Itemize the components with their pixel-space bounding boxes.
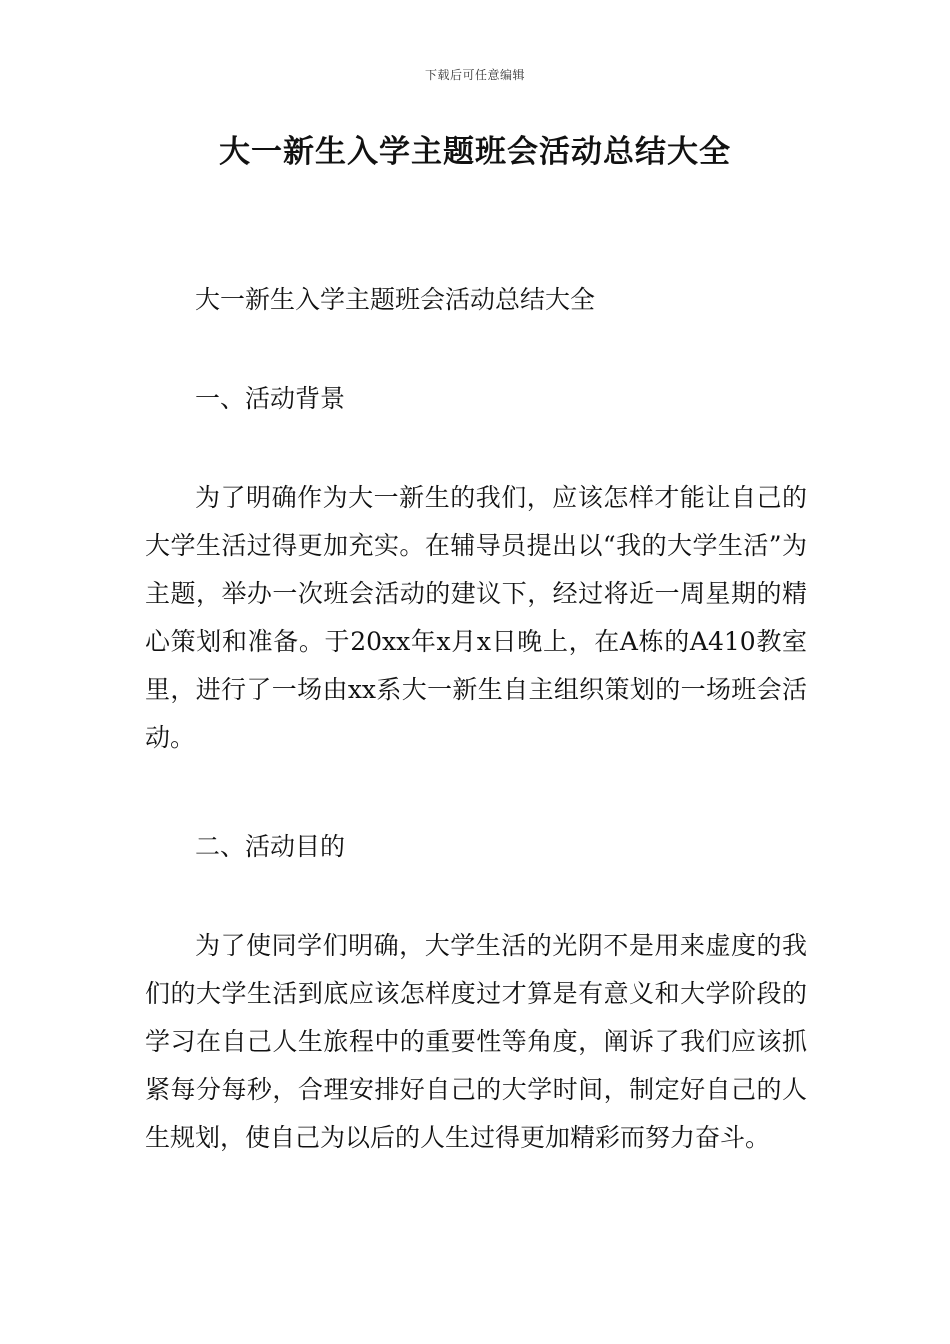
section-paragraph-purpose: 为了使同学们明确，大学生活的光阴不是用来虚度的我们的大学生活到底应该怎样度过才算是有意义和大学阶段的学习在自己人生旅程中的重要性等角度，阐诉了我们应该抓紧每分每秒，合理安排好自己的大学时间，制定好自己的人生规划，使自己为以后的人生过得更加精彩而努力奋斗。 [145, 931, 807, 1152]
section-heading-purpose: 二、活动目的 [195, 832, 346, 861]
section-heading-background: 一、活动背景 [195, 384, 346, 413]
document-title: 大一新生入学主题班会活动总结大全 [219, 134, 731, 170]
document-subtitle: 大一新生入学主题班会活动总结大全 [195, 285, 596, 314]
section-paragraph-background: 为了明确作为大一新生的我们，应该怎样才能让自己的大学生活过得更加充实。在辅导员提出以“我的大学生活”为主题，举办一次班会活动的建议下，经过将近一周星期的精心策划和准备。于20xx年x月x日晚上，在A栋的A410教室里，进行了一场由xx系大一新生自主组织策划的一场班会活动。 [145, 483, 807, 752]
header-note: 下载后可任意编辑 [424, 68, 525, 82]
